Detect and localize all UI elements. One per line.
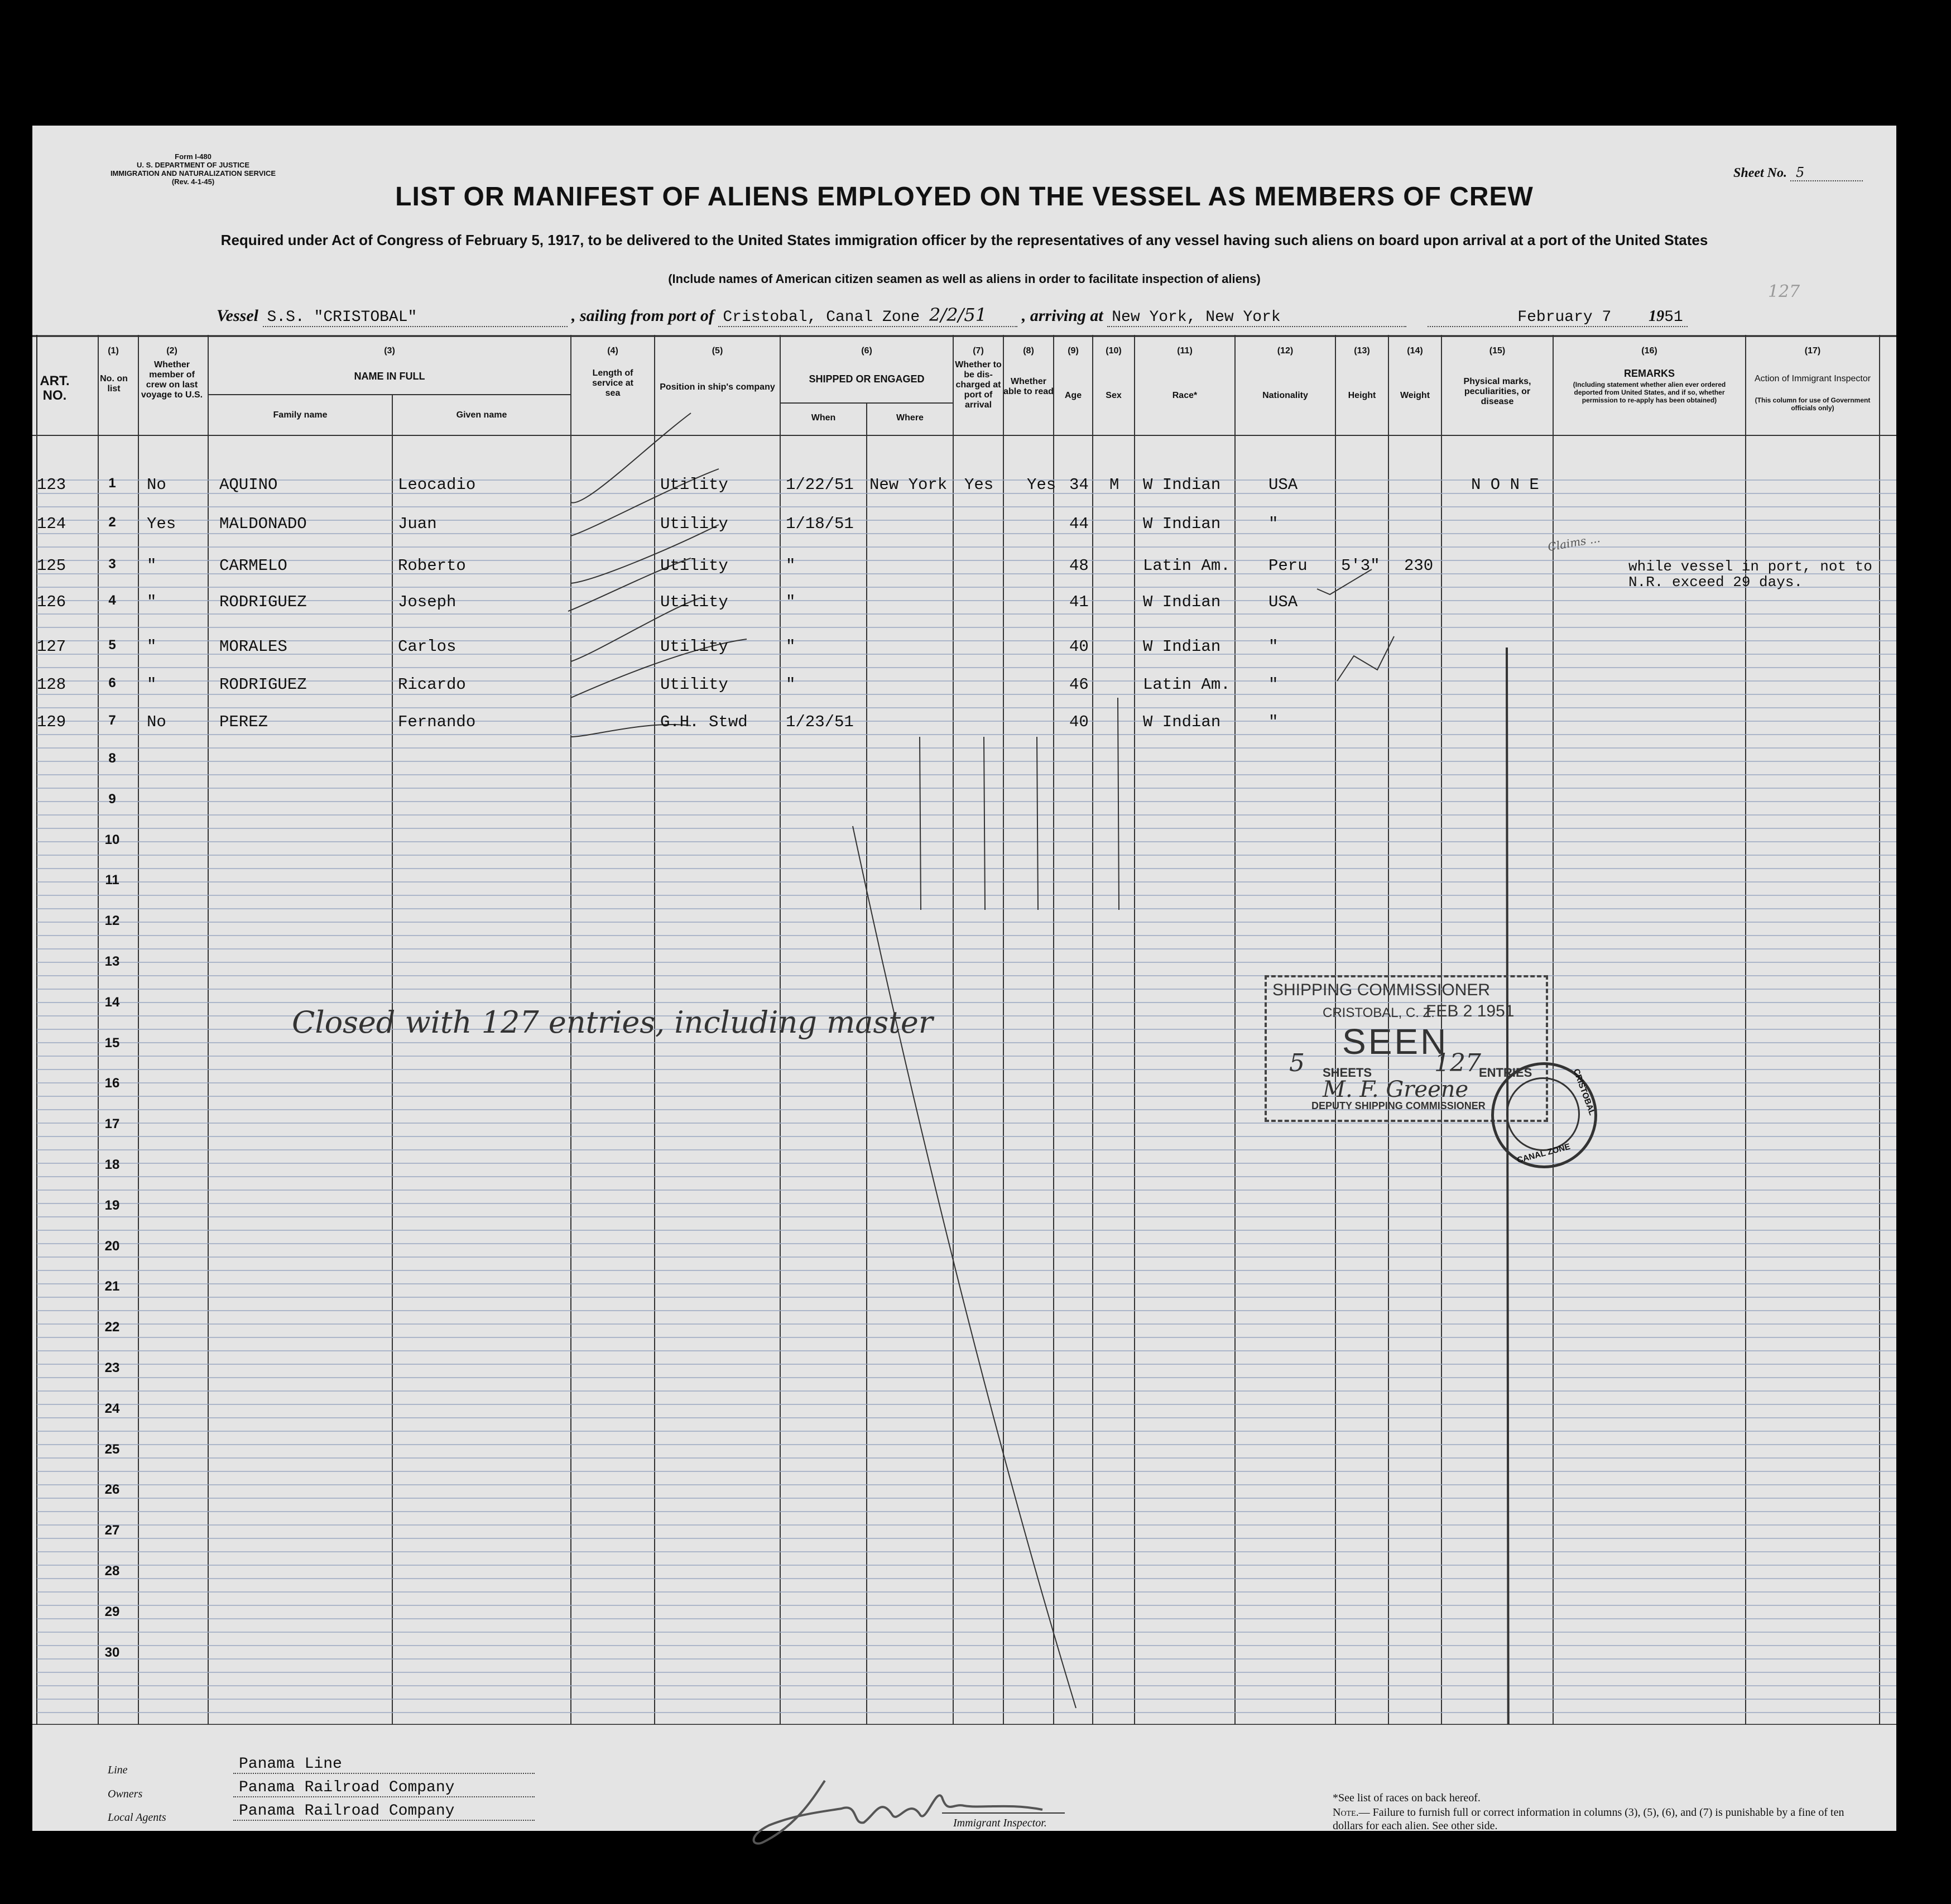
row-number: 18 [104, 1157, 120, 1172]
header-nationality: Nationality [1262, 391, 1308, 400]
stamp-sheets-count: 5 [1289, 1049, 1305, 1077]
cell-race: W Indian [1143, 476, 1221, 494]
cell-age: 48 [1069, 557, 1089, 575]
sailing-label: , sailing from port of [571, 306, 714, 325]
header-read: Whether able to read [1003, 377, 1054, 396]
cell-nationality: " [1268, 637, 1279, 656]
footer-owners-label: Owners [108, 1788, 143, 1800]
row-number: 30 [104, 1644, 120, 1660]
stamp-location: CRISTOBAL, C. Z. [1323, 1005, 1435, 1020]
cell-art-number: 123 [37, 476, 66, 494]
row-number: 25 [104, 1441, 120, 1457]
form-service: IMMIGRATION AND NATURALIZATION SERVICE [110, 169, 276, 178]
header-num-12: (12) [1277, 346, 1294, 356]
header-inspector-sub: (This column for use of Government officials only) [1755, 396, 1871, 412]
cell-age: 46 [1069, 675, 1089, 694]
cell-race: Latin Am. [1143, 557, 1231, 575]
header-num-8: (8) [1023, 346, 1034, 356]
header-age: Age [1064, 391, 1082, 400]
cell-family-name: MALDONADO [219, 515, 307, 533]
cell-age: 34 [1069, 476, 1089, 494]
footer-agents-label: Local Agents [108, 1811, 166, 1824]
cell-previous-voyage: No [147, 476, 166, 494]
arrival-date [1428, 308, 1688, 327]
row-number: 21 [104, 1279, 120, 1294]
arrival-port: New York, New York [1107, 309, 1406, 327]
form-number: Form I-480 [175, 152, 212, 161]
cell-nationality: Peru [1268, 557, 1308, 575]
cell-given-name: Roberto [398, 557, 466, 575]
row-number: 14 [104, 994, 120, 1010]
vessel-label: Vessel [217, 306, 258, 325]
cell-list-number: 4 [108, 593, 116, 608]
form-identifier [109, 152, 277, 186]
row-number: 27 [104, 1523, 120, 1538]
header-discharged: Whether to be dis-charged at port of arrival [955, 360, 1002, 410]
header-num-5: (5) [712, 346, 723, 356]
header-num-3: (3) [384, 346, 395, 356]
header-height: Height [1348, 391, 1376, 400]
cell-race: W Indian [1143, 515, 1221, 533]
header-shipped-engaged: SHIPPED OR ENGAGED [809, 373, 925, 385]
stamp-seen: SEEN [1342, 1021, 1449, 1062]
include-note: (Include names of American citizen seamen as well as aliens in order to facilitate inspection of aliens) [668, 272, 1261, 286]
departure-date-handwritten: 2/2/51 [929, 304, 987, 325]
cell-previous-voyage: No [147, 713, 166, 731]
arrival-date-month-day: February 7 [1517, 309, 1612, 326]
row-number: 29 [104, 1604, 120, 1619]
cell-family-name: PEREZ [219, 713, 268, 731]
cell-shipped-where: New York [869, 476, 948, 494]
stamp-date: FEB 2 1951 [1426, 1002, 1515, 1020]
cell-discharged: Yes [964, 476, 994, 494]
cell-family-name: MORALES [219, 637, 287, 656]
remarks-handwritten: Claims ... [1546, 531, 1602, 554]
fine-note-text: Failure to furnish full or correct information in columns (3), (5), (6), and (7) is punishable by a fine of ten dollars for each alien. See other side. [1333, 1806, 1844, 1832]
seal-inner-ring [1506, 1077, 1580, 1151]
cell-age: 44 [1069, 515, 1089, 533]
header-art-no: ART. NO. [40, 373, 70, 403]
closing-note: Closed with 127 entries, including master [292, 1005, 933, 1040]
cell-list-number: 1 [108, 476, 116, 491]
sheet-number-label: Sheet No. [1733, 166, 1787, 180]
header-last-voyage: Whether member of crew on last voyage to U.S. [141, 360, 203, 400]
cell-list-number: 2 [108, 515, 116, 530]
cell-shipped-when: 1/23/51 [786, 713, 854, 731]
arrival-date-year: 51 [1664, 309, 1683, 326]
header-num-14: (14) [1407, 346, 1423, 356]
cell-race: W Indian [1143, 637, 1221, 656]
cell-family-name: RODRIGUEZ [219, 593, 307, 611]
row-number: 17 [104, 1116, 120, 1132]
cell-given-name: Ricardo [398, 675, 466, 694]
row-number: 28 [104, 1564, 120, 1579]
row-number: 15 [104, 1035, 120, 1051]
cell-able-to-read: Yes [1027, 476, 1056, 494]
cell-list-number: 7 [108, 713, 116, 728]
footer-line-label: Line [108, 1764, 128, 1776]
cell-position: Utility [660, 557, 728, 575]
fine-note [1333, 1806, 1863, 1833]
footer-line-value: Panama Line [233, 1756, 535, 1774]
stamp-title: SHIPPING COMMISSIONER [1272, 981, 1491, 999]
cell-art-number: 128 [37, 675, 66, 694]
cell-family-name: CARMELO [219, 557, 287, 575]
cell-nationality: USA [1268, 476, 1298, 494]
cell-given-name: Fernando [398, 713, 476, 731]
cell-position: Utility [660, 593, 728, 611]
corner-mark: 127 [1768, 282, 1800, 301]
cell-family-name: RODRIGUEZ [219, 675, 307, 694]
header-given-name: Given name [456, 410, 507, 420]
header-race: Race* [1172, 391, 1198, 400]
header-when: When [811, 413, 836, 423]
cell-list-number: 6 [108, 675, 116, 690]
header-num-1: (1) [108, 346, 119, 356]
cell-race: Latin Am. [1143, 675, 1231, 694]
header-num-13: (13) [1354, 346, 1370, 356]
departure-port [718, 304, 1017, 327]
cell-list-number: 5 [108, 637, 116, 653]
header-family-name: Family name [273, 410, 328, 420]
cell-shipped-when: " [786, 557, 796, 575]
cell-given-name: Carlos [398, 637, 456, 656]
cell-age: 40 [1069, 637, 1089, 656]
row-number: 10 [104, 832, 120, 847]
stamp-deputy: DEPUTY SHIPPING COMMISSIONER [1311, 1100, 1486, 1111]
cell-age: 41 [1069, 593, 1089, 611]
cell-age: 40 [1069, 713, 1089, 731]
header-num-6: (6) [861, 346, 872, 356]
header-num-16: (16) [1641, 346, 1657, 356]
cell-previous-voyage: " [147, 637, 157, 656]
cell-art-number: 126 [37, 593, 66, 611]
stamp-signature: M. F. Greene [1323, 1077, 1469, 1102]
row-number: 16 [104, 1076, 120, 1091]
footer-owners-value: Panama Railroad Company [233, 1779, 535, 1797]
cell-shipped-when: " [786, 637, 796, 656]
cell-shipped-when: " [786, 593, 796, 611]
cell-sex: M [1109, 476, 1119, 494]
header-sex: Sex [1106, 391, 1122, 400]
cell-height: 5'3" [1341, 557, 1380, 575]
cell-nationality: " [1268, 515, 1279, 533]
header-remarks-sub: (Including statement whether alien ever ordered deported from United States, and if so, whether permission to re-apply has been obtained) [1573, 381, 1726, 404]
stamp-entries-label: ENTRIES [1479, 1066, 1532, 1080]
header-num-15: (15) [1489, 346, 1506, 356]
cell-previous-voyage: " [147, 675, 157, 694]
header-service: Length of service at sea [592, 368, 633, 398]
header-where: Where [896, 413, 924, 423]
header-inspector-action: Action of Immigrant Inspector [1754, 374, 1871, 383]
inspector-signature [730, 1764, 1076, 1864]
remarks-line-2: N.R. exceed 29 days. [1628, 574, 1803, 591]
cell-physical-marks: N O N E [1471, 476, 1539, 494]
requirement-text: Required under Act of Congress of February 5, 1917, to be delivered to the United States immigration officer by the representatives of any vessel having such aliens on board upon arrival at a port of the United States [220, 232, 1708, 248]
seal-top-text: CRISTOBAL [1571, 1067, 1597, 1117]
cell-list-number: 3 [108, 557, 116, 572]
cell-race: W Indian [1143, 713, 1221, 731]
row-number: 24 [104, 1401, 120, 1416]
vessel-name: S.S. "CRISTOBAL" [263, 309, 568, 327]
cell-previous-voyage: " [147, 557, 157, 575]
cell-weight: 230 [1404, 557, 1434, 575]
header-num-2: (2) [166, 346, 177, 356]
cell-nationality: " [1268, 713, 1279, 731]
header-no-on-list: No. on list [100, 374, 128, 394]
cell-given-name: Leocadio [398, 476, 476, 494]
form-revision: (Rev. 4-1-45) [171, 178, 215, 186]
arriving-label: , arriving at [1021, 306, 1103, 325]
header-physical-marks: Physical marks, peculiarities, or disease [1463, 377, 1531, 406]
row-number: 19 [104, 1197, 120, 1213]
sheet-number [1733, 165, 1863, 181]
cell-position: Utility [660, 637, 728, 656]
header-remarks: REMARKS [1623, 368, 1675, 379]
seal-bottom-text: CANAL ZONE [1516, 1142, 1572, 1166]
header-num-4: (4) [607, 346, 618, 356]
cell-position: Utility [660, 515, 728, 533]
row-number: 9 [108, 791, 116, 807]
fine-note-label: Note.— [1333, 1806, 1370, 1819]
row-number: 8 [108, 751, 116, 766]
cell-given-name: Juan [398, 515, 437, 533]
header-num-10: (10) [1106, 346, 1122, 356]
row-number: 12 [104, 913, 120, 929]
cell-race: W Indian [1143, 593, 1221, 611]
stamp-entries-count: 127 [1434, 1049, 1481, 1077]
header-name-in-full: NAME IN FULL [354, 371, 425, 382]
sheet-number-value: 5 [1790, 165, 1863, 181]
footer-agents-value: Panama Railroad Company [233, 1802, 535, 1821]
vessel-line [217, 304, 1688, 338]
cell-art-number: 124 [37, 515, 66, 533]
row-number: 13 [104, 954, 120, 969]
cell-position: Utility [660, 476, 728, 494]
row-number: 11 [105, 872, 119, 888]
stamp-sheets-label: SHEETS [1323, 1066, 1372, 1080]
remarks-line-1: while vessel in port, not to [1628, 558, 1872, 575]
header-num-11: (11) [1177, 346, 1193, 356]
cell-given-name: Joseph [398, 593, 456, 611]
cell-nationality: USA [1268, 593, 1298, 611]
departure-port-value: Cristobal, Canal Zone [723, 309, 920, 326]
row-number: 20 [104, 1238, 120, 1254]
manifest-sheet [32, 126, 1896, 1831]
crew-table [32, 335, 1896, 1725]
cell-shipped-when: 1/22/51 [786, 476, 854, 494]
cell-previous-voyage: " [147, 593, 157, 611]
header-num-7: (7) [973, 346, 984, 356]
row-number: 22 [104, 1320, 120, 1335]
canal-zone-seal [1491, 1062, 1597, 1168]
cell-family-name: AQUINO [219, 476, 278, 494]
header-weight: Weight [1400, 391, 1430, 400]
header-num-9: (9) [1068, 346, 1079, 356]
cell-position: Utility [660, 675, 728, 694]
arrival-date-year-prefix: 19 [1649, 308, 1665, 325]
row-number: 26 [104, 1482, 120, 1498]
cell-previous-voyage: Yes [147, 515, 176, 533]
races-note: *See list of races on back hereof. [1333, 1792, 1481, 1804]
header-num-17: (17) [1804, 346, 1821, 356]
cell-shipped-when: 1/18/51 [786, 515, 854, 533]
row-number: 23 [104, 1360, 120, 1375]
cell-art-number: 129 [37, 713, 66, 731]
form-department: U. S. DEPARTMENT OF JUSTICE [137, 161, 249, 169]
cell-nationality: " [1268, 675, 1279, 694]
cell-art-number: 127 [37, 637, 66, 656]
inspector-label: Immigrant Inspector. [953, 1817, 1047, 1829]
cell-art-number: 125 [37, 557, 66, 575]
cell-shipped-when: " [786, 675, 796, 694]
header-position: Position in ship's company [660, 382, 775, 392]
cell-position: G.H. Stwd [660, 713, 748, 731]
page-title: LIST OR MANIFEST OF ALIENS EMPLOYED ON THE VESSEL AS MEMBERS OF CREW [395, 182, 1534, 212]
